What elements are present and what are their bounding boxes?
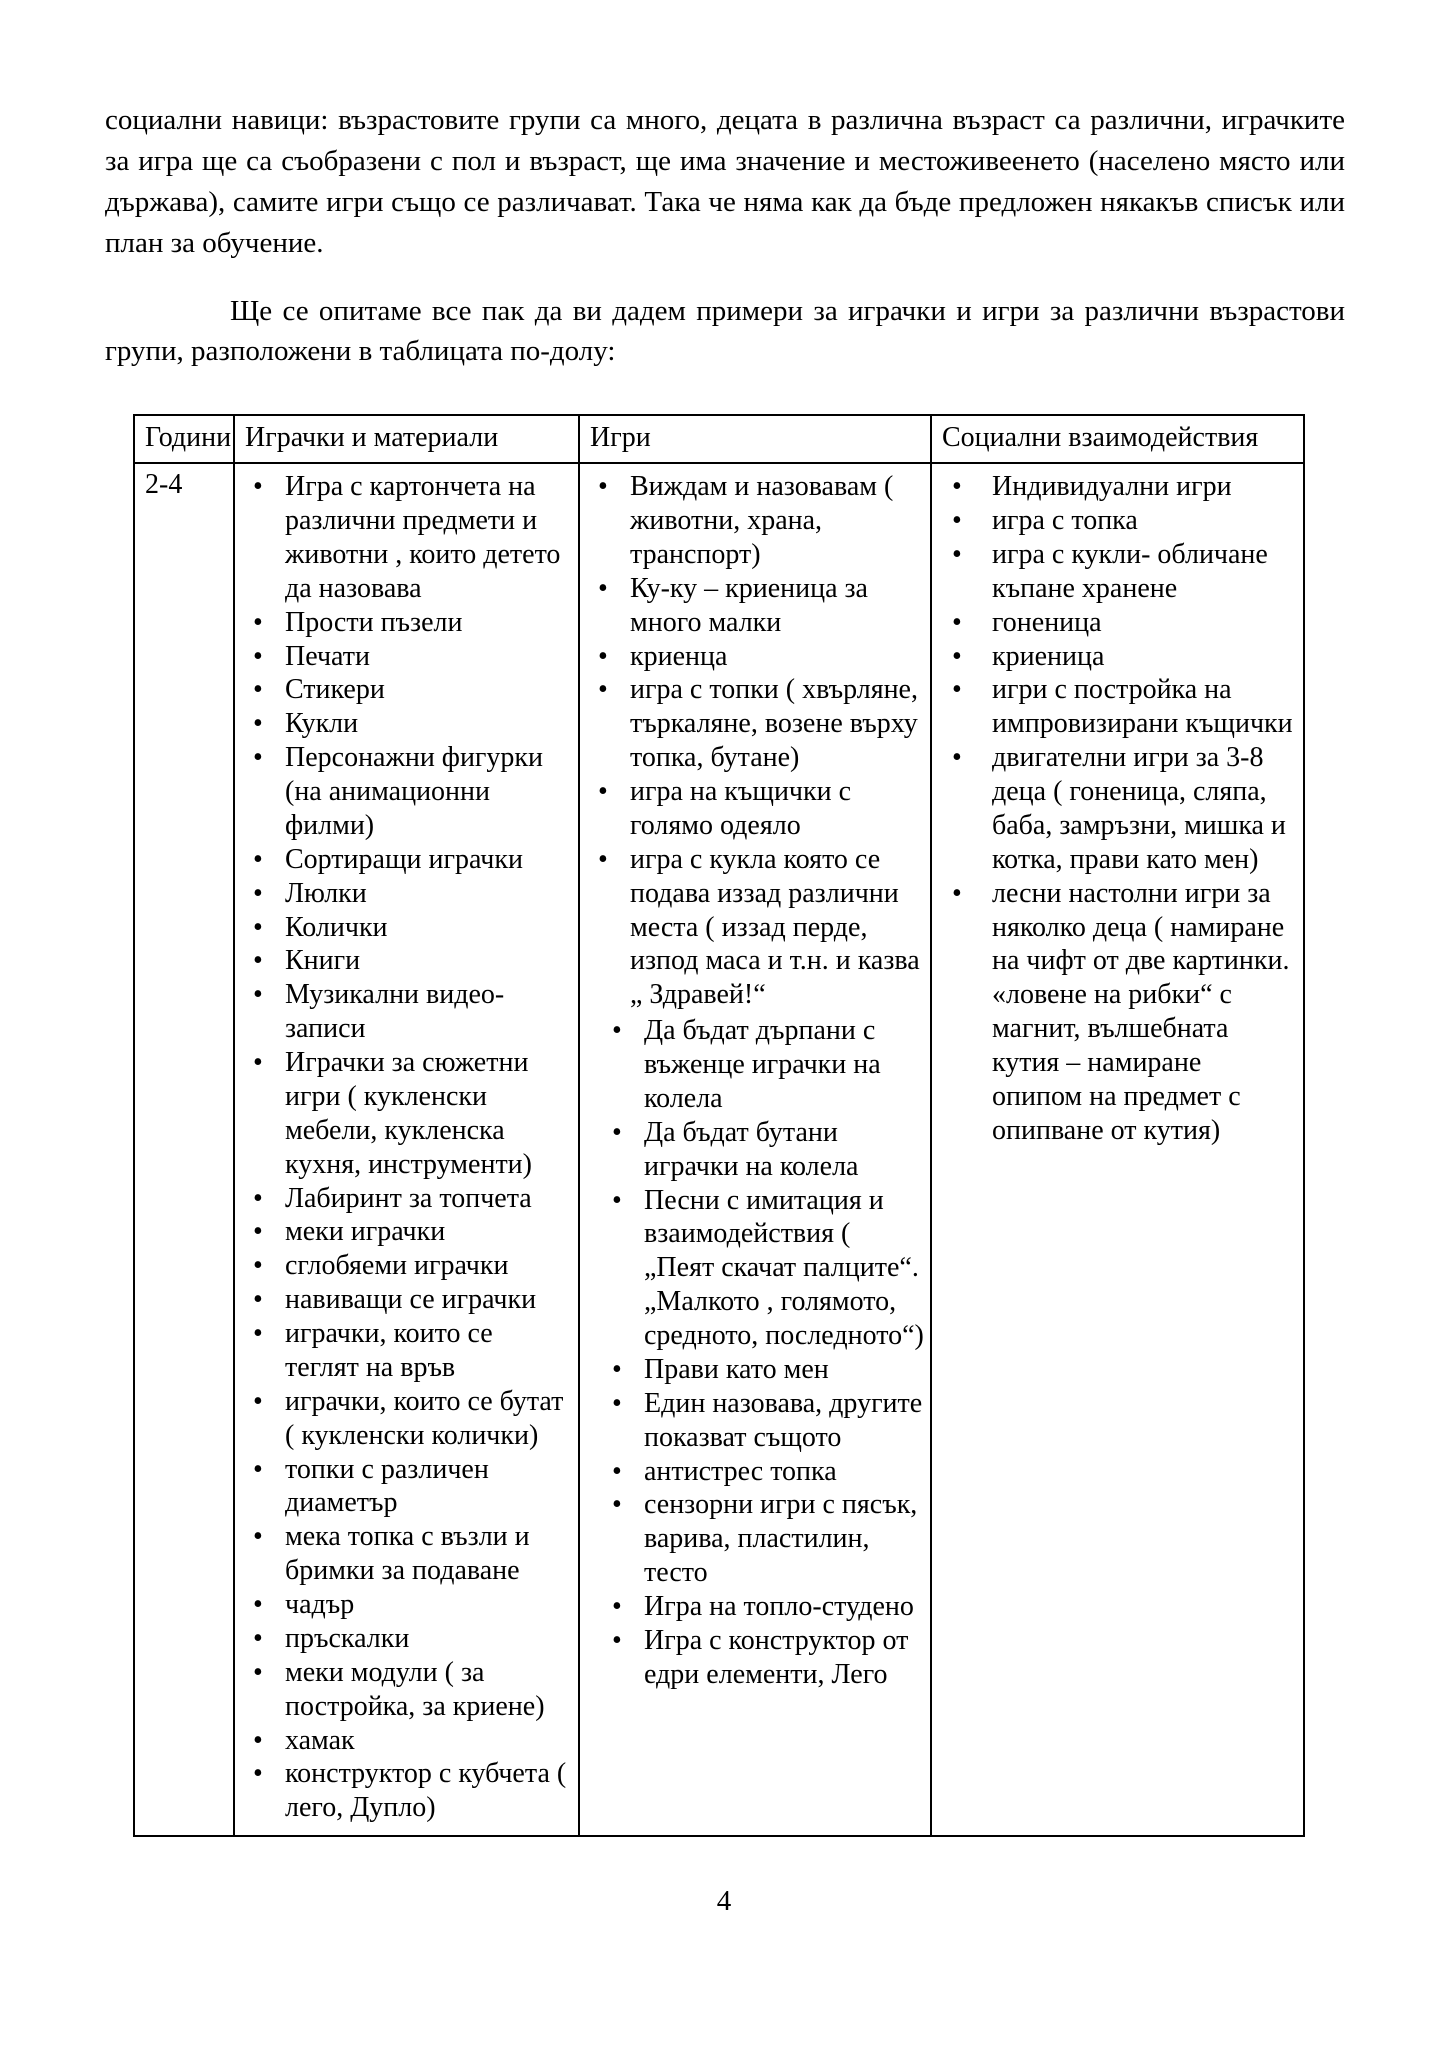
list-item: • Музикални видео-записи bbox=[245, 978, 572, 1046]
games-list-primary bbox=[590, 468, 924, 1012]
list-item: • игра с кукли- обличане къпане хранене bbox=[942, 538, 1297, 606]
list-item: • меки играчки bbox=[245, 1215, 572, 1249]
list-item: • Люлки bbox=[245, 877, 572, 911]
list-item: • Колички bbox=[245, 911, 572, 945]
list-item: • конструктор с кубчета ( лего, Дупло) bbox=[245, 1757, 572, 1825]
list-item: • сглобяеми играчки bbox=[245, 1249, 572, 1283]
page-number: 4 bbox=[716, 1885, 732, 1917]
list-item: • Стикери bbox=[245, 673, 572, 707]
list-item: • Кукли bbox=[245, 707, 572, 741]
list-item: • Игра с конструктор от едри елементи, Лего bbox=[604, 1624, 924, 1692]
toys-materials-list bbox=[245, 468, 572, 1825]
list-item: • Виждам и назовавам ( животни, храна, транспорт) bbox=[590, 470, 924, 572]
list-item: • Персонажни фигурки (на анимационни филми) bbox=[245, 741, 572, 843]
list-item: • Да бъдат бутани играчки на колела bbox=[604, 1116, 924, 1184]
list-item: • игра на къщички с голямо одеяло bbox=[590, 775, 924, 843]
list-item: • топки с различен диаметър bbox=[245, 1453, 572, 1521]
list-item: • игра с топка bbox=[942, 504, 1297, 538]
list-item: • чадър bbox=[245, 1588, 572, 1622]
social-interactions-list bbox=[942, 468, 1297, 1148]
list-item: • мека топка с възли и бримки за подаване bbox=[245, 1520, 572, 1588]
list-item: • игра с топки ( хвърляне, търкаляне, возене върху топка, бутане) bbox=[590, 673, 924, 775]
list-item: • криенца bbox=[590, 640, 924, 674]
list-item: • Игра на топло-студено bbox=[604, 1590, 924, 1624]
games-list-secondary bbox=[604, 1012, 924, 1692]
list-item: • навиващи се играчки bbox=[245, 1283, 572, 1317]
column-header-games: Игри bbox=[579, 415, 931, 463]
age-groups-table bbox=[133, 414, 1305, 1837]
list-item: • Ку-ку – криеница за много малки bbox=[590, 572, 924, 640]
list-item: • лесни настолни игри за няколко деца ( намиране на чифт от две картинки. «ловене на рибки“ с магнит, вълшебната кутия – намиране опипом на предмет с опипване от кутия) bbox=[942, 877, 1297, 1148]
list-item: • сензорни игри с пясък, варива, пластилин, тесто bbox=[604, 1488, 924, 1590]
list-item: • Играчки за сюжетни игри ( кукленски мебели, кукленска кухня, инструменти) bbox=[245, 1046, 572, 1182]
list-item: • антистрес топка bbox=[604, 1455, 924, 1489]
list-item: • Игра с картончета на различни предмети и животни , които детето да назовава bbox=[245, 470, 572, 606]
list-item: • Печати bbox=[245, 640, 572, 674]
intro-paragraph-2: Ще се опитаме все пак да ви дадем примери за играчки и игри за различни възрастови групи, разположени в таблицата по-долу: bbox=[105, 294, 1345, 368]
list-item: • пръскалки bbox=[245, 1622, 572, 1656]
list-item: • Сортиращи играчки bbox=[245, 843, 572, 877]
cell-years: 2-4 bbox=[134, 463, 234, 1836]
intro-paragraph-1: социални навици: възрастовите групи са много, децата в различна възраст са различни, играчките за игра ще са съобразени с пол и възраст, ще има значение и местоживеенето (населено място или държава), самите игри също се различават. Така че няма как да бъде предложен някакъв списък или план за обучение. bbox=[105, 104, 1345, 259]
list-item: • Прави като мен bbox=[604, 1353, 924, 1387]
table-row bbox=[134, 463, 1304, 1836]
column-header-years: Години bbox=[134, 415, 234, 463]
cell-social-interactions bbox=[931, 463, 1304, 1836]
list-item: • играчки, които се бутат ( кукленски колички) bbox=[245, 1385, 572, 1453]
list-item: • Индивидуални игри bbox=[942, 470, 1297, 504]
table-header-row bbox=[134, 415, 1304, 463]
list-item: • Един назовава, другите показват същото bbox=[604, 1387, 924, 1455]
list-item: • меки модули ( за постройка, за криене) bbox=[245, 1656, 572, 1724]
list-item: • игра с кукла която се подава иззад различни места ( иззад перде, изпод маса и т.н. и казва „ Здравей!“ bbox=[590, 843, 924, 1012]
list-item: • гоненица bbox=[942, 606, 1297, 640]
list-item: • хамак bbox=[245, 1724, 572, 1758]
cell-toys-materials bbox=[234, 463, 579, 1836]
list-item: • Книги bbox=[245, 944, 572, 978]
list-item: • Да бъдат дърпани с въженце играчки на колела bbox=[604, 1014, 924, 1116]
list-item: • Песни с имитация и взаимодействия ( „Пеят скачат палците“. „Малкото , голямото, средното, последното“) bbox=[604, 1184, 924, 1353]
column-header-social-interactions: Социални взаимодействия bbox=[931, 415, 1304, 463]
cell-games bbox=[579, 463, 931, 1836]
list-item: • играчки, които се теглят на връв bbox=[245, 1317, 572, 1385]
list-item: • криеница bbox=[942, 640, 1297, 674]
list-item: • двигателни игри за 3-8 деца ( гоненица, сляпа, баба, замръзни, мишка и котка, прави като мен) bbox=[942, 741, 1297, 877]
list-item: • Лабиринт за топчета bbox=[245, 1182, 572, 1216]
column-header-toys-materials: Играчки и материали bbox=[234, 415, 579, 463]
list-item: • игри с постройка на импровизирани къщички bbox=[942, 673, 1297, 741]
list-item: • Прости пъзели bbox=[245, 606, 572, 640]
